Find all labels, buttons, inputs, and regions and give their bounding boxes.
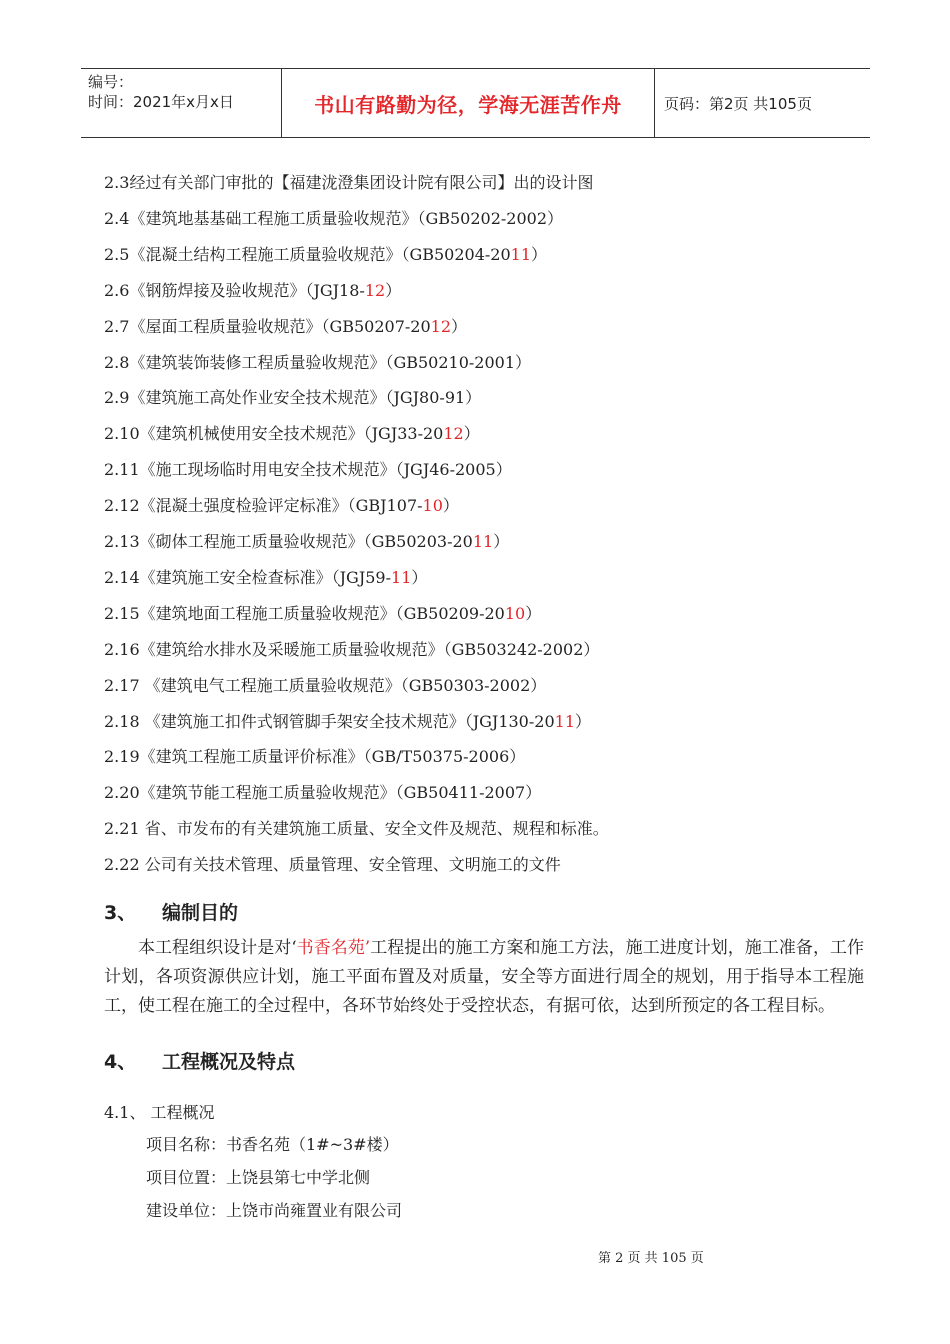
reference-text: 2.19《建筑工程施工质量评价标准》（GB/T50375-2006）: [104, 747, 526, 767]
reference-text: ）: [411, 567, 428, 587]
number-label: 编号：: [88, 73, 134, 91]
reference-text: 2.6《钢筋焊接及验收规范》（JGJ18-: [104, 280, 365, 300]
reference-text: ）: [463, 424, 480, 444]
reference-text: 2.7《屋面工程质量验收规范》（GB50207-20: [104, 316, 431, 336]
section-3-heading: [104, 898, 238, 925]
reference-text: 2.16《建筑给水排水及采暖施工质量验收规范》（GB503242-2002）: [104, 639, 600, 659]
revised-year: 11: [510, 244, 532, 264]
reference-item: [104, 816, 609, 839]
reference-item: [104, 529, 509, 552]
reference-text: 2.21 省、市发布的有关建筑施工质量、安全文件及规范、规程和标准。: [104, 819, 609, 839]
reference-item: [104, 242, 547, 265]
page-label: 页码：第2页 共105页: [664, 94, 812, 113]
project-name-highlight: 书香名苑’: [296, 938, 371, 958]
reference-text: ）: [525, 603, 542, 623]
revised-year: 11: [391, 567, 412, 587]
reference-text: 2.4《建筑地基基础工程施工质量验收规范》（GB50202-2002）: [104, 208, 564, 228]
project-info-item: 项目位置：上饶县第七中学北侧: [146, 1168, 371, 1187]
time-label: 时间：2021年x月x日: [88, 93, 234, 111]
reference-item: [104, 637, 599, 660]
revised-year: 12: [443, 424, 464, 444]
reference-text: 2.14《建筑施工安全检查标准》（JGJ59-: [104, 567, 392, 587]
reference-item: [104, 673, 546, 696]
header-info-cell: [81, 69, 282, 137]
reference-item: [104, 744, 525, 767]
para-text: 本工程组织设计是对‘: [138, 938, 297, 958]
reference-item: [104, 601, 541, 624]
reference-text: 2.5《混凝土结构工程施工质量验收规范》（GB50204-20: [104, 244, 511, 264]
reference-text: 2.22 公司有关技术管理、质量管理、安全管理、文明施工的文件: [104, 855, 561, 875]
section-title: 编制目的: [162, 902, 239, 924]
reference-item: [104, 170, 593, 193]
reference-text: 2.20《建筑节能工程施工质量验收规范》（GB50411-2007）: [104, 783, 542, 803]
reference-text: ）: [531, 244, 548, 264]
reference-text: 2.15《建筑地面工程施工质量验收规范》（GB50209-20: [104, 603, 505, 623]
reference-text: ）: [493, 532, 510, 551]
revised-year: 12: [364, 280, 386, 300]
reference-item: [104, 314, 467, 337]
reference-item: [104, 385, 481, 408]
reference-text: 2.3经过有关部门审批的【福建泷澄集团设计院有限公司】出的设计图: [104, 173, 594, 192]
reference-item: [104, 278, 401, 301]
section-number: 3、: [104, 902, 137, 924]
section-title: 工程概况及特点: [162, 1051, 296, 1073]
reference-text: 2.10《建筑机械使用安全技术规范》（JGJ33-20: [104, 424, 444, 444]
reference-item: [104, 350, 531, 373]
reference-text: 2.12《混凝土强度检验评定标准》（GBJ107-: [104, 496, 423, 516]
reference-item: [104, 457, 512, 480]
reference-text: ）: [451, 316, 468, 336]
reference-text: 2.18 《建筑施工扣件式钢管脚手架安全技术规范》（JGJ130-20: [104, 711, 555, 731]
reference-text: 2.17 《建筑电气工程施工质量验收规范》（GB50303-2002）: [104, 675, 547, 695]
reference-item: [104, 565, 427, 588]
reference-item: [104, 421, 480, 444]
reference-item: [104, 493, 459, 516]
revised-year: 11: [554, 711, 575, 731]
project-info-item: 项目名称：书香名苑（1#~3#楼）: [146, 1135, 399, 1154]
reference-item: [104, 852, 561, 875]
revised-year: 10: [504, 603, 526, 623]
header-table: [81, 68, 870, 138]
para-text: 工程提出的施工方案和施工方法，施工进度计划，施工准备，工作计划，各项资源供应计划，施工平面布置及对质量，安全等方面进行周全的规划，用于指导本工程施工，使工程在施工的全过程中，各环节始终处于受控状态，有据可依，达到所预定的各工程目标。: [104, 938, 865, 1016]
reference-item: [104, 709, 591, 732]
subsection-title: 4.1、 工程概况: [104, 1103, 215, 1122]
reference-text: 2.13《砌体工程施工质量验收规范》（GB50203-20: [104, 532, 473, 551]
motto: 书山有路勤为径，学海无涯苦作舟: [282, 69, 655, 137]
revised-year: 10: [422, 496, 443, 516]
section-number: 4、: [104, 1051, 137, 1073]
reference-item: [104, 780, 541, 803]
reference-text: ）: [442, 496, 459, 516]
reference-text: ）: [385, 280, 402, 300]
reference-text: 2.8《建筑装饰装修工程质量验收规范》（GB50210-2001）: [104, 352, 532, 372]
reference-text: ）: [575, 711, 592, 731]
section-4-heading: [104, 1047, 295, 1074]
reference-item: [104, 206, 563, 229]
project-info-item: 建设单位：上饶市尚雍置业有限公司: [146, 1201, 403, 1220]
revised-year: 12: [430, 316, 452, 336]
reference-text: 2.9《建筑施工高处作业安全技术规范》（JGJ80-91）: [104, 388, 482, 408]
page-footer: 第 2 页 共 105 页: [598, 1251, 704, 1266]
reference-text: 2.11《施工现场临时用电安全技术规范》（JGJ46-2005）: [104, 460, 512, 480]
section-3-paragraph: [104, 934, 864, 1021]
revised-year: 11: [472, 532, 494, 551]
